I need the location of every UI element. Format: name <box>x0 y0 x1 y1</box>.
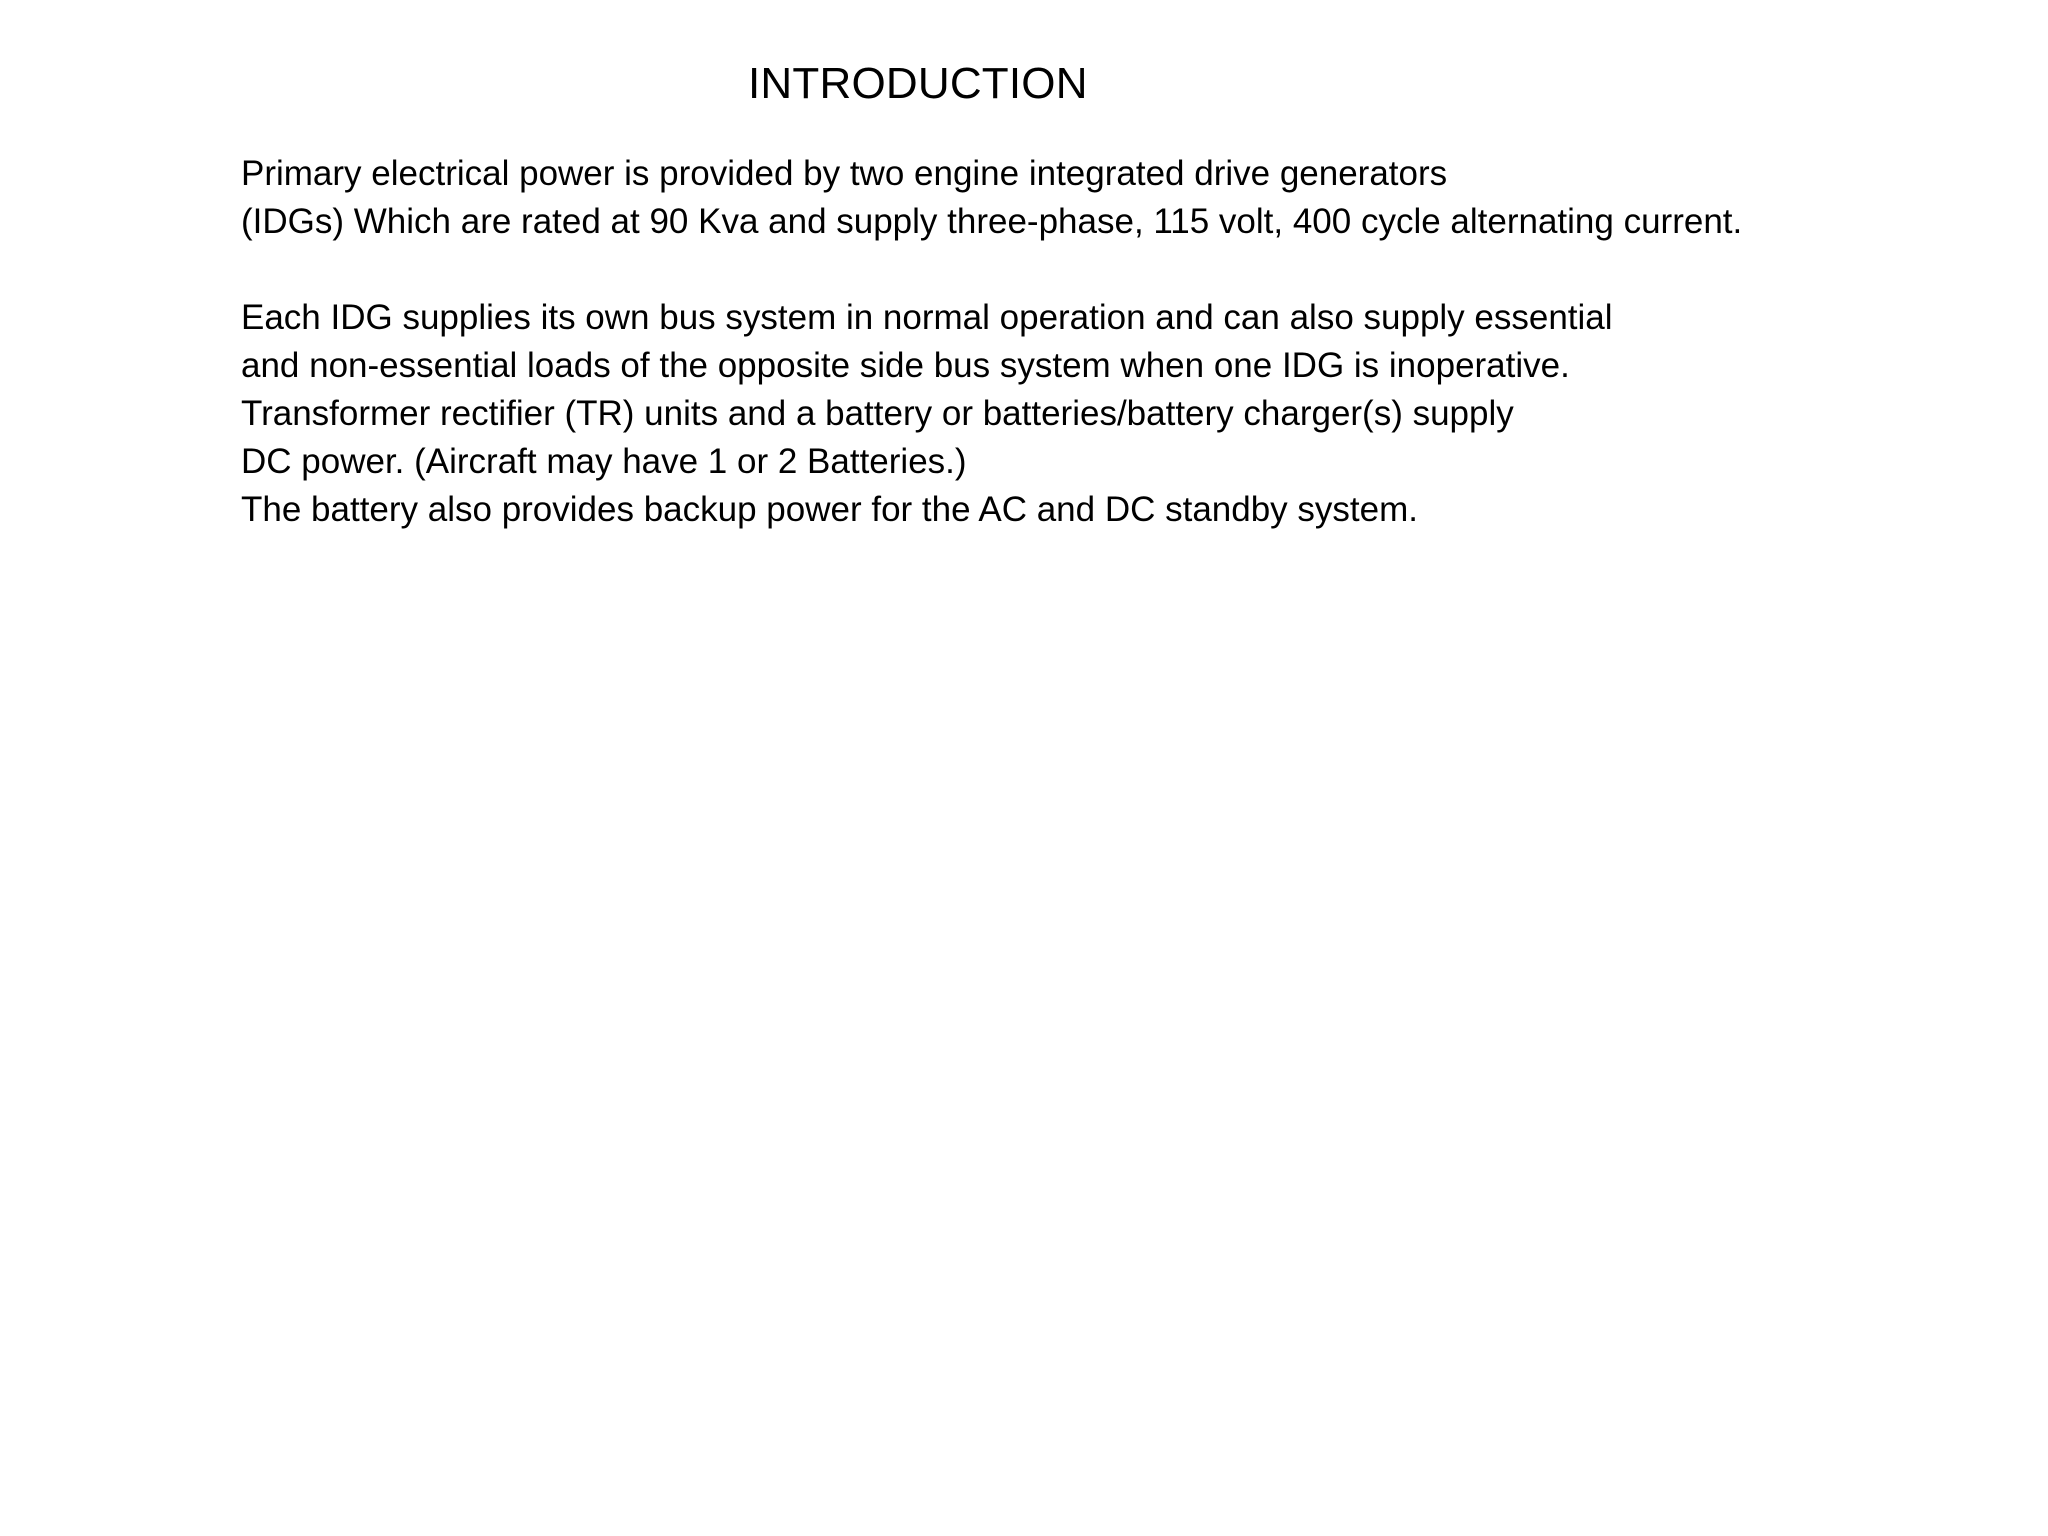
slide-body <box>241 150 2021 534</box>
body-line: Primary electrical power is provided by two engine integrated drive generators <box>241 154 1448 193</box>
body-line: Each IDG supplies its own bus system in normal operation and can also supply essential <box>241 298 1613 337</box>
body-line: (IDGs) Which are rated at 90 Kva and supply three-phase, 115 volt, 400 cycle alternating current. <box>241 202 1743 241</box>
body-line: DC power. (Aircraft may have 1 or 2 Batteries.) <box>241 442 967 481</box>
body-line: Transformer rectifier (TR) units and a battery or batteries/battery charger(s) supply <box>241 394 1514 433</box>
slide-title: INTRODUCTION <box>748 59 1088 108</box>
body-line: The battery also provides backup power for the AC and DC standby system. <box>241 490 1418 529</box>
paragraph-spacer <box>241 246 2021 294</box>
body-line: and non-essential loads of the opposite side bus system when one IDG is inoperative. <box>241 346 1570 385</box>
